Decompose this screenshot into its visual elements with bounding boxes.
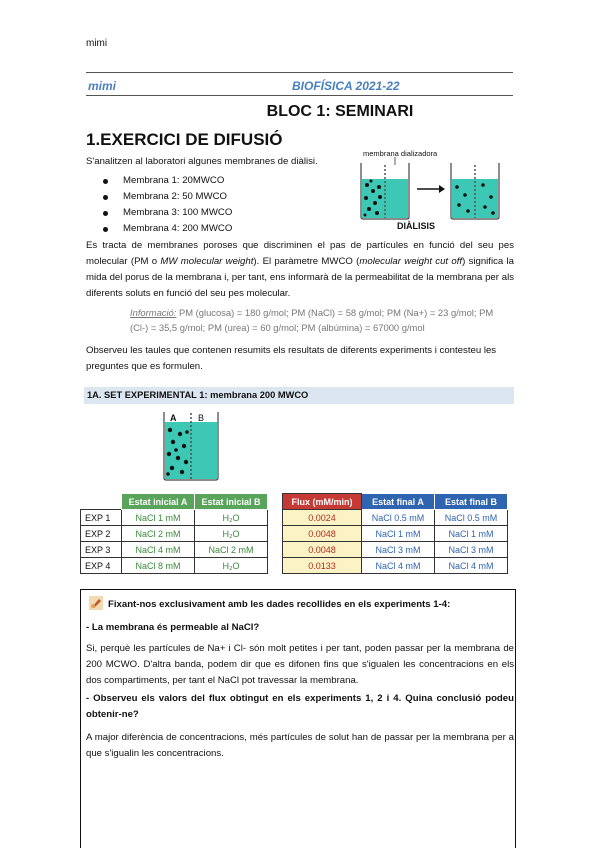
- cell-initial-a: NaCl 1 mM: [122, 510, 195, 526]
- table-gap: [268, 558, 283, 574]
- cell-final-b: NaCl 3 mM: [435, 542, 508, 558]
- cell-flux: 0.0048: [283, 526, 362, 542]
- table-header-row: [81, 494, 508, 510]
- intro-text: S'analitzen al laboratori algunes membranes de diàlisi.: [86, 156, 318, 167]
- paragraph-part: Es tracta de membranes poroses que discriminen el pas de partícules en funció del seu pes molecular (PM o: [86, 240, 514, 267]
- cell-final-b: NaCl 0.5 mM: [435, 510, 508, 526]
- header-user: mimi: [86, 38, 108, 49]
- paragraph-part: ) significa la mida del porus de la membrana i, per tant, ens informarà de la permeabilitat de la membrana per als diferents soluts en funció del seu pes molecular.: [86, 256, 515, 299]
- header-final-a: Estat final A: [362, 494, 435, 510]
- cell-final-b: NaCl 4 mM: [435, 558, 508, 574]
- dialysis-illustration: [355, 145, 515, 233]
- cell-final-a: NaCl 1 mM: [362, 526, 435, 542]
- paragraph-part: ). El paràmetre MWCO (: [253, 256, 360, 267]
- figure-label-bottom: DIÀLISIS: [397, 221, 436, 231]
- table-corner: [81, 494, 122, 510]
- header-initial-a: Estat inicial A: [122, 494, 195, 510]
- observe-text: Observeu les taules que contenen resumits els resultats de diferents experiments i contesteu les preguntes que es formulen.: [86, 345, 497, 372]
- paragraph-mwco: [86, 238, 514, 302]
- table-row: [81, 558, 508, 574]
- info-note: [130, 305, 510, 335]
- dialysis-figure: [355, 145, 515, 233]
- cell-initial-a: NaCl 2 mM: [122, 526, 195, 542]
- cell-flux: 0.0048: [283, 542, 362, 558]
- cell-initial-b: H₂O: [195, 510, 268, 526]
- subsection-title: 1A. SET EXPERIMENTAL 1: membrana 200 MWCO: [87, 390, 309, 400]
- answer-2: A major diferència de concentracions, més partícules de solut han de passar per la membrana per a que s'igualin les concentracions.: [86, 732, 514, 759]
- beaker-figure: [160, 410, 222, 484]
- table-row: [81, 542, 508, 558]
- table-gap: [268, 542, 283, 558]
- table-row: [81, 526, 508, 542]
- table-gap: [268, 494, 283, 510]
- info-label: Informació:: [130, 307, 177, 318]
- beaker-label-a: A: [170, 413, 177, 423]
- list-item: Membrana 1: 20MWCO: [103, 173, 232, 189]
- beaker-label-b: B: [198, 413, 205, 423]
- header-brand: mimi: [88, 79, 117, 93]
- table-gap: [268, 510, 283, 526]
- hand-pen-icon: [89, 596, 103, 610]
- header-course: BIOFÍSICA 2021-22: [292, 79, 400, 93]
- cell-initial-b: H₂O: [195, 558, 268, 574]
- paragraph-italic: molecular weight cut off: [359, 256, 463, 267]
- section-title: 1.EXERCICI DE DIFUSIÓ: [86, 130, 283, 149]
- cell-final-b: NaCl 1 mM: [435, 526, 508, 542]
- cell-flux: 0.0024: [283, 510, 362, 526]
- header-initial-b: Estat inicial B: [195, 494, 268, 510]
- cell-initial-b: H₂O: [195, 526, 268, 542]
- cell-final-a: NaCl 0.5 mM: [362, 510, 435, 526]
- question-1: - La membrana és permeable al NaCl?: [86, 622, 260, 633]
- results-table: [80, 493, 508, 574]
- paragraph-italic: MW molecular weight: [160, 256, 254, 267]
- cell-exp: EXP 2: [81, 526, 122, 542]
- subsection-bar: [84, 387, 514, 404]
- cell-final-a: NaCl 4 mM: [362, 558, 435, 574]
- info-text: PM (glucosa) = 180 g/mol; PM (NaCl) = 58 g/mol; PM (Na+) = 23 g/mol; PM (Cl-) = 35,5 g/mol; PM (urea) = 60 g/mol; PM (albúmina) = 67000 g/mol: [130, 307, 494, 333]
- table-gap: [268, 526, 283, 542]
- membrane-list: [103, 173, 232, 237]
- cell-initial-a: NaCl 8 mM: [122, 558, 195, 574]
- list-item: Membrana 3: 100 MWCO: [103, 205, 232, 221]
- list-item: Membrana 4: 200 MWCO: [103, 221, 232, 237]
- page-title: BLOC 1: SEMINARI: [266, 103, 414, 120]
- answer-1: Si, perquè les partícules de Na+ i Cl- són molt petites i per tant, poden passar per la membrana de 200 MCWO. D'altra banda, podem dir que es difonen fins que s'igualen les concentracions en els dos compartiments, per tant el NaCl pot travessar la membrana.: [86, 643, 514, 686]
- cell-final-a: NaCl 3 mM: [362, 542, 435, 558]
- cell-initial-a: NaCl 4 mM: [122, 542, 195, 558]
- cell-initial-b: NaCl 2 mM: [195, 542, 268, 558]
- header-top-rule: [86, 72, 513, 73]
- cell-exp: EXP 1: [81, 510, 122, 526]
- cell-exp: EXP 4: [81, 558, 122, 574]
- table-row: [81, 510, 508, 526]
- cell-exp: EXP 3: [81, 542, 122, 558]
- cell-flux: 0.0133: [283, 558, 362, 574]
- header-flux: Flux (mM/min): [283, 494, 362, 510]
- header-rule: [86, 95, 513, 96]
- header-final-b: Estat final B: [435, 494, 508, 510]
- question-2: - Observeu els valors del flux obtingut en els experiments 1, 2 i 4. Quina conclusió podeu obtenir-ne?: [86, 693, 514, 720]
- question-intro: Fixant-nos exclusivament amb les dades recollides en els experiments 1-4:: [108, 599, 451, 610]
- list-item: Membrana 2: 50 MWCO: [103, 189, 232, 205]
- figure-label-top: membrana dializadora: [363, 149, 438, 158]
